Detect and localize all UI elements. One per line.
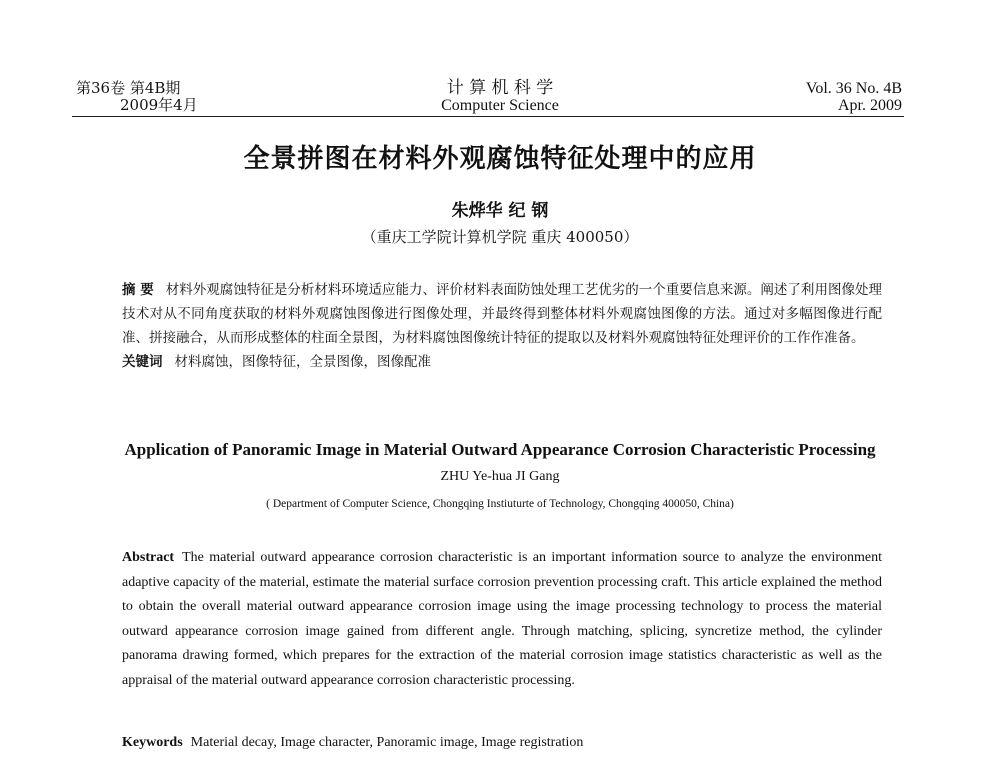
paper-title-en: Application of Panoramic Image in Material Outward Appearance Corrosion Characteristic Processing <box>124 440 876 459</box>
journal-issue <box>76 80 198 114</box>
abstract-en-text: The material outward appearance corrosion characteristic is an important information source to analyze the environment adaptive capacity of the material, estimate the material surface corrosion prevention processing craft. This article explained the method to obtain the overall material outward appearance corrosion image using the image processing technology to process the material outward appearance corrosion image gained from different angle. Through matching, splicing, syncretize method, the cylinder panorama drawing formed, which prepares for the extraction of the material corrosion image statistics characteristic as well as the appraisal of the material outward appearance corrosion characteristic processing. <box>122 550 882 688</box>
abstract-cn <box>122 278 882 374</box>
journal-name-cn: 计 算 机 科 学 <box>446 78 554 98</box>
journal-name-en: Computer Science <box>441 97 559 114</box>
keywords-cn-label: 关键词 <box>122 354 163 370</box>
paper-title-cn: 全景拼图在材料外观腐蚀特征处理中的应用 <box>243 144 757 174</box>
header-rule <box>72 116 904 117</box>
journal-name <box>400 80 600 114</box>
authors-cn: 朱烨华 纪 钢 <box>451 201 549 221</box>
issue-date-cn: 2009年4月 <box>120 96 198 114</box>
affiliation-cn: （重庆工学院计算机学院 重庆 400050） <box>361 228 639 246</box>
issue-date-en: Apr. 2009 <box>838 97 902 114</box>
abstract-cn-label: 摘 要 <box>122 282 154 298</box>
keywords-en <box>122 735 882 751</box>
keywords-en-label: Keywords <box>122 735 183 750</box>
volume-en: Vol. 36 No. 4B <box>805 80 902 97</box>
journal-volume-en <box>806 80 902 114</box>
abstract-cn-text: 材料外观腐蚀特征是分析材料环境适应能力、评价材料表面防蚀处理工艺优劣的一个重要信息来源。阐述了利用图像处理技术对从不同角度获取的材料外观腐蚀图像进行图像处理，并最终得到整体材料外观腐蚀图像的方法。通过对多幅图像进行配准、拼接融合，从而形成整体的柱面全景图，为材料腐蚀图像统计特征的提取以及材料外观腐蚀特征处理评价的工作作准备。 <box>122 282 883 346</box>
keywords-en-text: Material decay, Image character, Panoramic image, Image registration <box>190 735 584 750</box>
abstract-en <box>122 546 882 694</box>
keywords-cn-text: 材料腐蚀，图像特征，全景图像，图像配准 <box>174 354 431 370</box>
affiliation-en: ( Department of Computer Science, Chongqing Instiuturte of Technology, Chongqing 400050, China) <box>266 498 734 510</box>
abstract-en-label: Abstract <box>122 550 175 565</box>
volume-issue: 第36卷 第4B期 <box>76 79 181 97</box>
authors-en: ZHU Ye-hua JI Gang <box>440 469 560 484</box>
